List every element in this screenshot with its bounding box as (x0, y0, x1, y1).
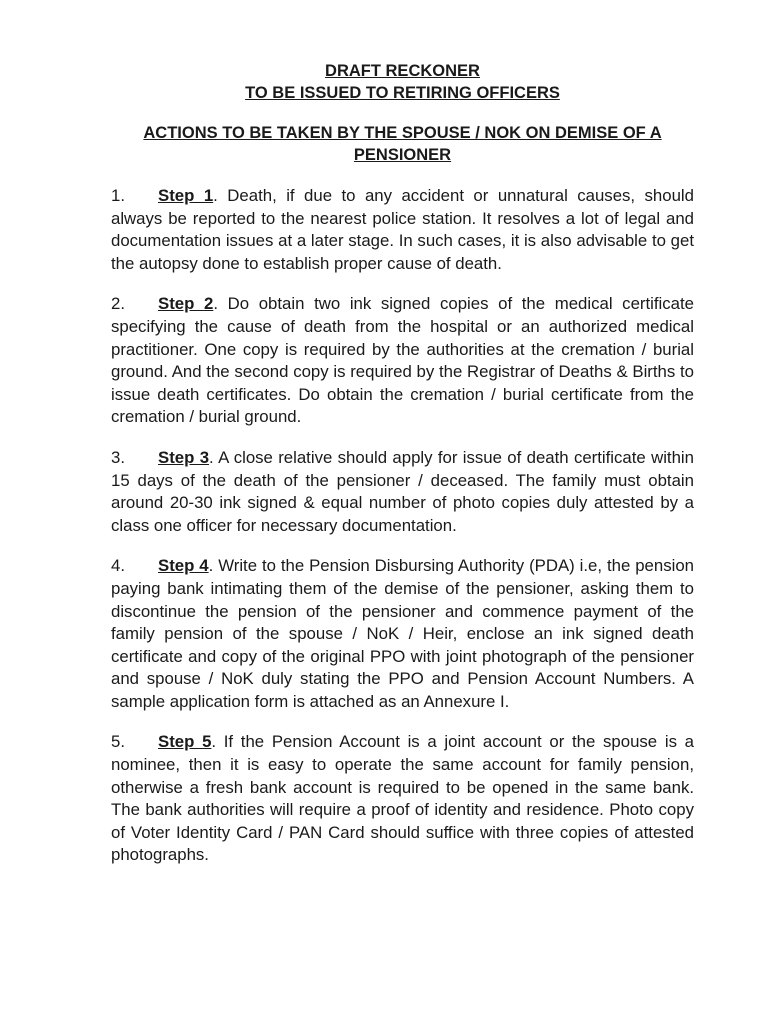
paragraph-text: . Death, if due to any accident or unnatural causes, should always be reported to the nearest police station. It resolves a lot of legal and documentation issues at a later stage. In such cases, it is also advisable to get the autopsy done to establish proper cause of death. (111, 186, 694, 273)
paragraph-text: . If the Pension Account is a joint account or the spouse is a nominee, then it is easy to operate the same account for family pension, otherwise a fresh bank account is required to be opened in the same bank. The bank authorities will require a proof of identity and residence. Photo copy of Voter Identity Card / PAN Card should suffice with three copies of attested photographs. (111, 732, 694, 865)
step-paragraph-3 (111, 447, 694, 537)
document-subtitle: ACTIONS TO BE TAKEN BY THE SPOUSE / NOK ON DEMISE OF A PENSIONER (143, 124, 662, 164)
step-paragraph-5 (111, 731, 694, 867)
step-label: Step 2 (158, 294, 214, 314)
step-label: Step 5 (158, 732, 212, 752)
step-label: Step 4 (158, 556, 209, 576)
paragraph-number: 1. (111, 186, 125, 205)
document-title-line-2: TO BE ISSUED TO RETIRING OFFICERS (245, 84, 560, 102)
paragraph-text: . A close relative should apply for issue of death certificate within 15 days of the death of the pensioner / deceased. The family must obtain around 20-30 ink signed & equal number of photo copies duly attested by a class one officer for necessary documentation. (111, 447, 694, 535)
step-paragraph-4 (111, 555, 694, 713)
paragraph-number: 2. (111, 294, 125, 314)
step-label: Step 3 (158, 447, 210, 467)
step-paragraph-1 (111, 185, 694, 275)
paragraph-text: . Write to the Pension Disbursing Authority (PDA) i.e, the pension paying bank intimating them of the demise of the pensioner, asking them to discontinue the pension of the pensioner and commence payment of the family pension of the spouse / NoK / Heir, enclose an ink signed death certificate and copy of the original PPO with joint photograph of the pensioner and spouse / NoK duly stating the PPO and Pension Account Numbers. A sample application form is attached as an Annexure I. (111, 556, 694, 711)
step-label: Step 1 (158, 186, 214, 205)
subtitle-block (111, 122, 694, 166)
paragraph-text: . Do obtain two ink signed copies of the medical certificate specifying the cause of death from the hospital or an authorized medical practitioner. One copy is required by the authorities at the cremation / burial ground. And the second copy is required by the Registrar of Deaths & Births to issue death certificates. Do obtain the cremation / burial certificate from the cremation / burial ground. (111, 294, 694, 427)
paragraph-number: 5. (111, 732, 125, 752)
document-page (111, 60, 694, 885)
step-paragraph-2 (111, 293, 694, 429)
document-title: DRAFT RECKONER (325, 62, 480, 80)
paragraph-number: 3. (111, 447, 125, 467)
paragraph-number: 4. (111, 556, 125, 576)
title-block (111, 60, 694, 104)
